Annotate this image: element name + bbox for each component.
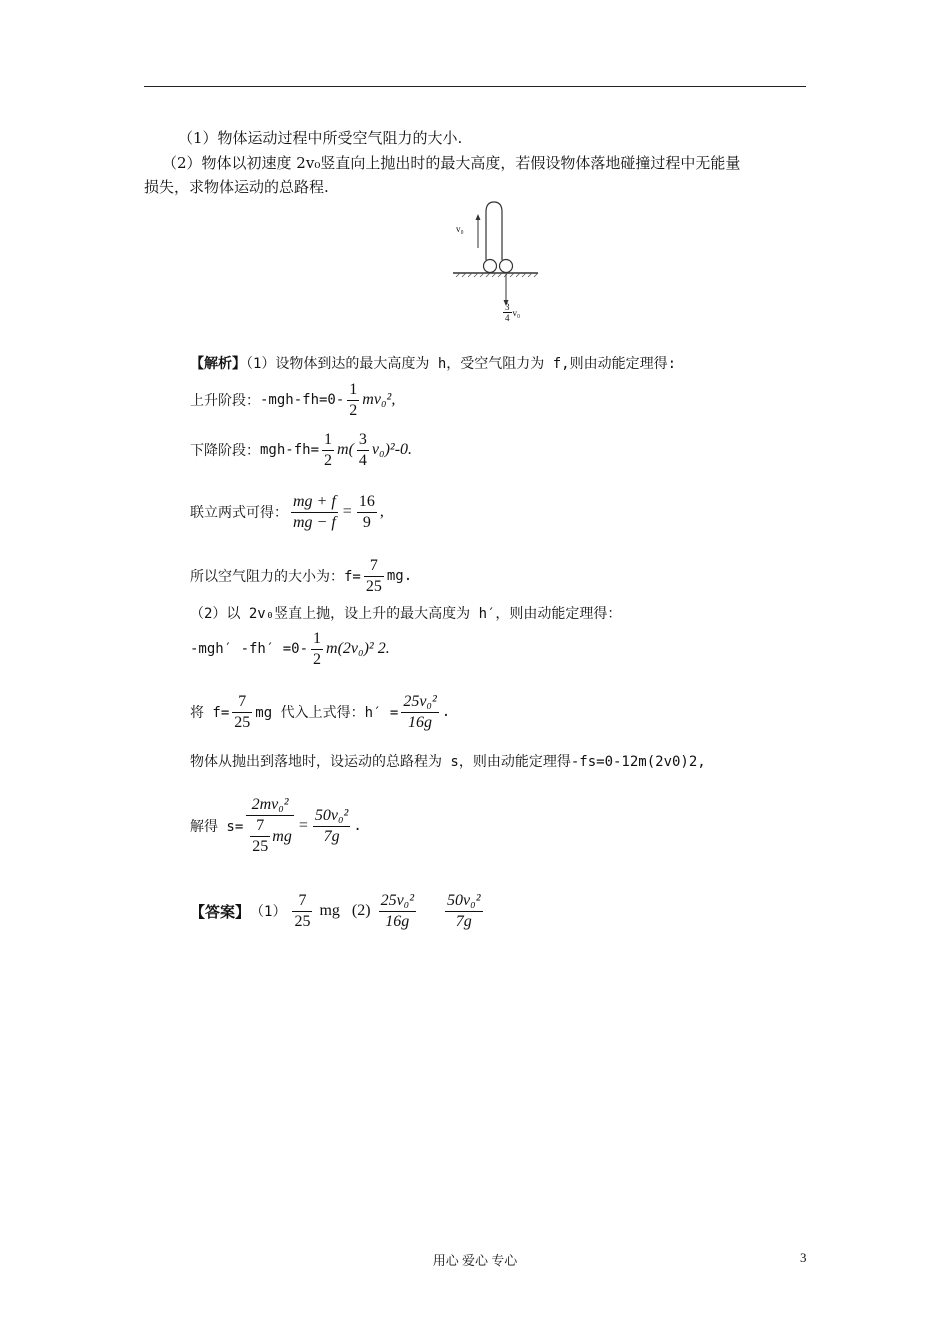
solution-intro: （1）设物体到达的最大高度为 h，受空气阻力为 f,则由动能定理得: [246,356,676,372]
answer-line: 【答案】 （1） $\frac{7}{25}$ mg (2) $\frac{\text{25v₀²}}{16g}$ $\frac{\text{50v₀²}}{7g}$ [190,891,481,930]
ball-right [500,260,513,273]
page-footer-slogan: 用心 爱心 专心 [432,1253,518,1268]
total-path-result: 解得 s= 2mv₀² $\frac{7}{25}$ mg = $\frac{\text{50v₀²}}{7g}$ . [190,796,362,855]
part-2-equation: -mgh′ -fh′ =0- $\frac{1}{2}$ m(2v₀)² 2. [190,629,390,668]
page-number: 3 [800,1250,807,1265]
part-2-intro: （2）以 2v₀竖直上抛，设上升的最大高度为 h′，则由动能定理得： [190,606,622,622]
solution-intro-line [190,354,676,374]
question-part-2-line-1: （2）物体以初速度 2v₀竖直向上抛出时的最大高度，若假设物体落地碰撞过程中无能量 [162,154,741,172]
question-part-1: （1）物体运动过程中所受空气阻力的大小. [178,129,463,147]
motion-diagram-svg [448,198,548,330]
rise-equation: 上升阶段： -mgh-fh=0- $\frac{1}{2}$ mv₀², [190,380,396,419]
v0-label: v₀ [456,224,464,234]
header-rule [144,86,806,87]
ball-left [484,260,497,273]
down-velocity-label: $\frac{3}{4}$ v₀ [505,302,521,323]
solution-heading: 【解析】 [190,356,246,372]
total-path-statement: 物体从抛出到落地时，设运动的总路程为 s，则由动能定理得-fs=0-12m(2v0)2, [190,754,706,770]
combined-equation: 联立两式可得： $\frac{mg + f}{mg - f}$ = $\frac{16}{9}$ , [190,492,384,531]
fall-equation: 下降阶段： mgh-fh= $\frac{1}{2}$ m( $\frac{3}{4}$ v₀)²-0. [190,430,413,469]
resistance-result: 所以空气阻力的大小为：f= $\frac{7}{25}$ mg. [190,556,413,595]
up-arrow-head [476,214,481,220]
answer-heading: 【答案】 [190,902,251,921]
trajectory-path [486,202,502,260]
motion-diagram [448,198,548,330]
height-result: 将 f= $\frac{7}{25}$ mg 代入上式得：h′ = $\frac{\text{25v₀²}}{16g}$ . [190,692,451,731]
question-part-2-line-2: 损失，求物体运动的总路程. [144,178,329,196]
